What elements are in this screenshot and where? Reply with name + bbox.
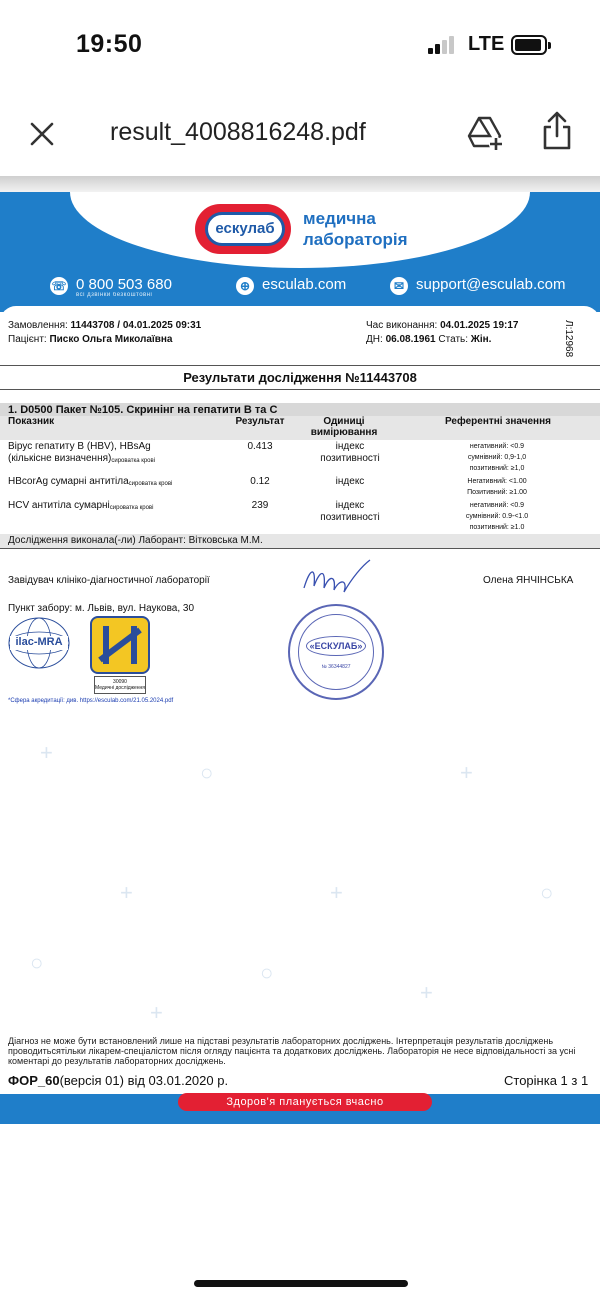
accreditation-number-box — [94, 676, 146, 694]
letterhead — [0, 192, 600, 312]
watermark-circle: ○ — [30, 950, 44, 975]
order-value: 11443708 / 04.01.2025 09:31 — [70, 320, 202, 331]
header-divider — [0, 176, 600, 192]
contact-email — [390, 276, 565, 295]
accreditation-logo — [90, 616, 150, 674]
head-of-lab-name: Олена ЯНЧІНСЬКА — [483, 575, 574, 586]
watermark-plus: + — [460, 760, 473, 785]
result-row-name — [8, 500, 153, 514]
page-number: Сторінка 1 з 1 — [504, 1073, 589, 1088]
battery-icon — [511, 35, 547, 55]
watermark-plus: + — [120, 880, 133, 905]
form-id-version: (версія 01) від 03.01.2020 р. — [59, 1073, 229, 1088]
divider — [0, 365, 600, 366]
reference-values — [397, 441, 597, 474]
result-row-name — [8, 476, 172, 490]
viewer-header — [0, 90, 600, 180]
logo-area — [70, 192, 530, 268]
watermark-plus: + — [420, 980, 433, 1005]
result-value: 0.12 — [250, 476, 270, 487]
order-line — [8, 320, 201, 331]
report-title: Результати дослідження №11443708 — [183, 370, 417, 385]
email-link: support@esculab.com — [416, 276, 566, 293]
contact-website — [236, 276, 346, 295]
close-button[interactable] — [26, 118, 58, 150]
exec-value: 04.01.2025 19:17 — [440, 320, 519, 331]
indicator-name: Вірус гепатиту В (HBV), HBsAg — [8, 441, 151, 452]
accreditation-number: 30090 — [113, 679, 127, 685]
indicator-name-cont: (кількісне визначення) — [8, 453, 112, 464]
dob-line — [366, 334, 491, 345]
ref-line: сумнівний: 0,9-1,0 — [467, 454, 527, 461]
logo-badge — [195, 204, 291, 254]
share-button[interactable] — [540, 110, 574, 152]
dob-label: ДН: — [366, 334, 383, 345]
sample-type: сироватка крові — [111, 458, 156, 464]
logo-badge-text: ескулаб — [205, 212, 285, 246]
performed-by: Дослідження виконала(-ли) Лаборант: Вітковська М.М. — [0, 534, 600, 548]
divider — [0, 389, 600, 390]
form-id — [8, 1073, 228, 1088]
panel-title: 1. D0500 Пакет №105. Скринінг на гепатити В та С — [0, 403, 600, 417]
watermark-plus: + — [40, 740, 53, 765]
accreditation-subtitle: Медичні дослідження — [95, 685, 145, 691]
header-units: Одиниці вимірювання — [292, 416, 396, 440]
slogan-banner: Здоров'я планується вчасно — [178, 1093, 432, 1111]
patient-label: Пацієнт: — [8, 334, 47, 345]
result-units: індекс позитивності — [320, 500, 380, 523]
ref-line: негативний: <0.9 — [469, 443, 525, 450]
reference-values — [397, 476, 597, 498]
watermark-plus: + — [150, 1000, 163, 1025]
share-icon — [540, 110, 574, 152]
add-to-drive-button[interactable] — [466, 114, 504, 152]
ref-line: негативний: <0.9 — [469, 502, 525, 509]
collection-point: Пункт забору: м. Львів, вул. Наукова, 30 — [8, 603, 195, 614]
dob-value: 06.08.1961 — [385, 334, 436, 345]
accreditation-link[interactable]: *Сфера акредитації: див. https://esculab.com/21.05.2024.pdf — [8, 698, 174, 704]
logo-line-1: медична — [303, 209, 376, 228]
header-indicator: Показник — [0, 416, 228, 440]
result-value: 0.413 — [247, 441, 273, 452]
watermark-plus: + — [330, 880, 343, 905]
order-label: Замовлення: — [8, 320, 68, 331]
status-bar — [0, 0, 600, 90]
ref-line: позитивний: ≥1.0 — [469, 524, 525, 531]
ilac-text: ilac-MRA — [15, 636, 63, 648]
file-title: result_4008816248.pdf — [110, 118, 366, 146]
form-id-code: ФОР_60 — [8, 1073, 60, 1088]
ref-line: позитивний: ≥1,0 — [469, 465, 525, 472]
ilac-logo — [8, 616, 70, 670]
globe-icon: ⊕ — [236, 277, 254, 295]
stamp-center-text: «ЕСКУЛАБ» — [306, 636, 366, 656]
ref-line: Позитивний: ≥1.00 — [467, 489, 527, 496]
phone-icon: ☏ — [51, 279, 67, 293]
watermark-circle: ○ — [200, 760, 214, 785]
result-value: 239 — [251, 500, 269, 511]
phone-subtitle: всі дзвінки безкоштовні — [76, 292, 153, 298]
exec-time-line — [366, 320, 518, 331]
watermark-circle: ○ — [260, 960, 274, 985]
network-label: LTE — [468, 33, 505, 55]
ref-line: сумнівний: 0.9-<1.0 — [465, 513, 529, 520]
lab-stamp — [288, 604, 384, 700]
watermark-circle: ○ — [540, 880, 554, 905]
close-icon — [26, 118, 58, 150]
add-to-drive-icon — [466, 114, 504, 152]
stamp-number: № 36344827 — [321, 664, 351, 670]
logo-line-2: лабораторія — [303, 230, 408, 249]
disclaimer: Діагноз не може бути встановлений лише на підставі результатів лабораторних досліджень. Інтерпретація результатів досліджень проводитьсятільки лікарем-спеціалістом після огляду пацієнта та додаткових досліджень. Лабораторія не несе відповідальності за усні коментарі до результатів лабораторних досліджень. — [8, 1036, 576, 1066]
exec-label: Час виконання: — [366, 320, 438, 331]
result-row-name — [8, 441, 155, 467]
head-of-lab-label: Завідувач клініко-діагностичної лабораторії — [8, 575, 210, 586]
sample-type: сироватка крові — [128, 481, 173, 487]
phone-number: 0 800 503 680 — [76, 276, 172, 293]
divider — [0, 548, 600, 549]
signature-image — [300, 558, 372, 600]
patient-value: Писко Ольга Миколаївна — [49, 334, 173, 345]
header-reference: Референтні значення — [396, 416, 600, 440]
logo-text — [303, 208, 408, 250]
result-units: індекс — [335, 476, 365, 487]
reference-values — [397, 500, 597, 533]
patient-line — [8, 334, 172, 345]
order-code: Л:12968 — [563, 320, 574, 358]
signal-icon — [428, 36, 458, 54]
status-time: 19:50 — [76, 30, 143, 58]
contact-phone — [50, 276, 172, 298]
sex-value: Жін. — [470, 334, 492, 345]
sex-label: Стать: — [438, 334, 469, 345]
home-indicator[interactable] — [194, 1280, 408, 1287]
indicator-name: HBcorAg сумарні антитіла — [8, 476, 129, 487]
header-result: Результат — [228, 416, 292, 440]
ref-line: Негативний: <1.00 — [467, 478, 527, 485]
sample-type: сироватка крові — [109, 505, 154, 511]
result-units: індекс позитивності — [320, 441, 380, 464]
mail-icon: ✉ — [390, 277, 408, 295]
website-link: esculab.com — [262, 276, 347, 293]
indicator-name: HCV антитіла сумарні — [8, 500, 110, 511]
